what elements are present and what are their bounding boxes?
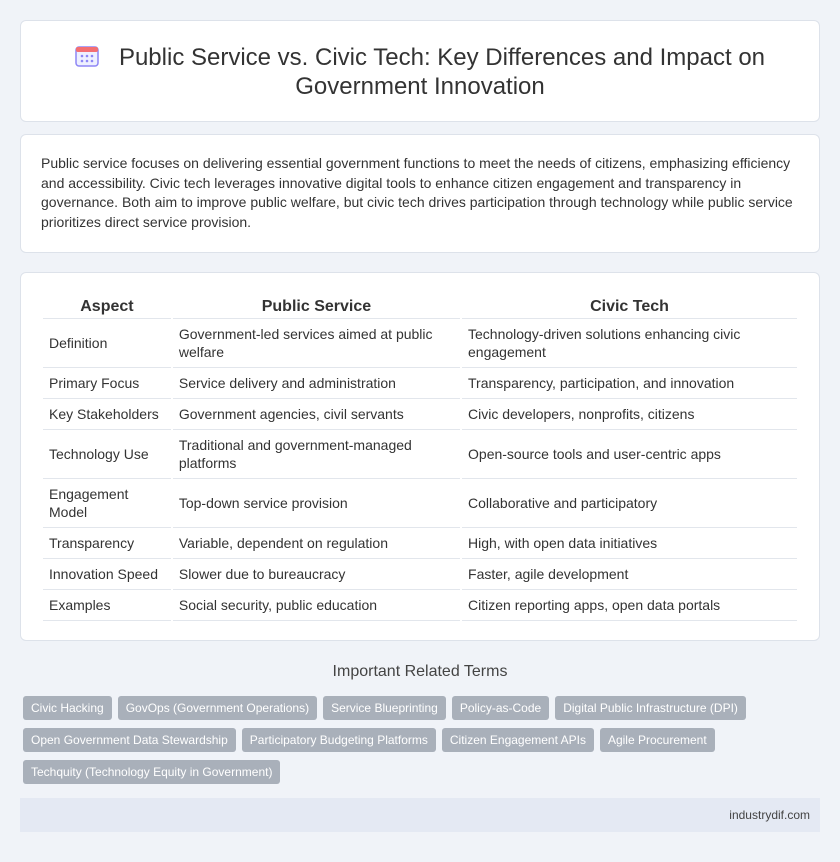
related-terms-heading: Important Related Terms xyxy=(332,663,508,680)
related-term-tag[interactable]: Service Blueprinting xyxy=(323,696,446,720)
civic-tech-cell: Faster, agile development xyxy=(462,559,797,590)
table-header-row xyxy=(43,295,797,319)
table-row xyxy=(43,559,797,590)
title-card xyxy=(20,20,820,122)
comparison-table xyxy=(41,295,799,621)
civic-tech-cell: Transparency, participation, and innovation xyxy=(462,368,797,399)
public-service-cell: Traditional and government-managed platforms xyxy=(173,430,460,479)
public-service-cell: Social security, public education xyxy=(173,590,460,621)
aspect-cell: Engagement Model xyxy=(43,479,171,528)
footer-site-link[interactable]: industrydif.com xyxy=(729,808,810,822)
public-service-cell: Government-led services aimed at public welfare xyxy=(173,319,460,368)
aspect-cell: Technology Use xyxy=(43,430,171,479)
aspect-cell: Definition xyxy=(43,319,171,368)
public-service-cell: Government agencies, civil servants xyxy=(173,399,460,430)
aspect-cell: Primary Focus xyxy=(43,368,171,399)
related-term-tag[interactable]: Techquity (Technology Equity in Government) xyxy=(23,760,280,784)
related-term-tag[interactable]: Participatory Budgeting Platforms xyxy=(242,728,436,752)
table-row xyxy=(43,368,797,399)
calendar-icon xyxy=(75,45,99,67)
column-header-civic-tech: Civic Tech xyxy=(462,295,797,319)
footer-bar xyxy=(20,798,820,832)
table-row xyxy=(43,399,797,430)
aspect-cell: Innovation Speed xyxy=(43,559,171,590)
intro-paragraph: Public service focuses on delivering essential government functions to meet the needs of citizens, emphasizing efficiency and accessibility. Civic tech leverages innovative digital tools to enhance citizen engagement and transparency in governance. Both aim to improve public welfare, but civic tech drives participation through technology while public service prioritizes direct service provision. xyxy=(41,155,793,230)
column-header-public-service: Public Service xyxy=(173,295,460,319)
intro-card xyxy=(20,134,820,253)
table-row xyxy=(43,528,797,559)
public-service-cell: Slower due to bureaucracy xyxy=(173,559,460,590)
related-term-tag[interactable]: Civic Hacking xyxy=(23,696,112,720)
table-row xyxy=(43,319,797,368)
public-service-cell: Variable, dependent on regulation xyxy=(173,528,460,559)
aspect-cell: Key Stakeholders xyxy=(43,399,171,430)
related-term-tag[interactable]: Policy-as-Code xyxy=(452,696,549,720)
related-term-tag[interactable]: Open Government Data Stewardship xyxy=(23,728,236,752)
civic-tech-cell: High, with open data initiatives xyxy=(462,528,797,559)
public-service-cell: Service delivery and administration xyxy=(173,368,460,399)
civic-tech-cell: Collaborative and participatory xyxy=(462,479,797,528)
public-service-cell: Top-down service provision xyxy=(173,479,460,528)
table-row xyxy=(43,590,797,621)
related-terms-list xyxy=(23,696,793,784)
page-title-wrap xyxy=(61,43,779,101)
civic-tech-cell: Civic developers, nonprofits, citizens xyxy=(462,399,797,430)
table-row xyxy=(43,479,797,528)
related-term-tag[interactable]: Digital Public Infrastructure (DPI) xyxy=(555,696,746,720)
comparison-table-card xyxy=(20,272,820,641)
related-term-tag[interactable]: Citizen Engagement APIs xyxy=(442,728,594,752)
table-row xyxy=(43,430,797,479)
civic-tech-cell: Open-source tools and user-centric apps xyxy=(462,430,797,479)
civic-tech-cell: Technology-driven solutions enhancing civic engagement xyxy=(462,319,797,368)
aspect-cell: Examples xyxy=(43,590,171,621)
aspect-cell: Transparency xyxy=(43,528,171,559)
column-header-aspect: Aspect xyxy=(43,295,171,319)
page-title: Public Service vs. Civic Tech: Key Differences and Impact on Government Innovation xyxy=(118,44,766,100)
related-term-tag[interactable]: GovOps (Government Operations) xyxy=(118,696,317,720)
civic-tech-cell: Citizen reporting apps, open data portals xyxy=(462,590,797,621)
related-term-tag[interactable]: Agile Procurement xyxy=(600,728,715,752)
